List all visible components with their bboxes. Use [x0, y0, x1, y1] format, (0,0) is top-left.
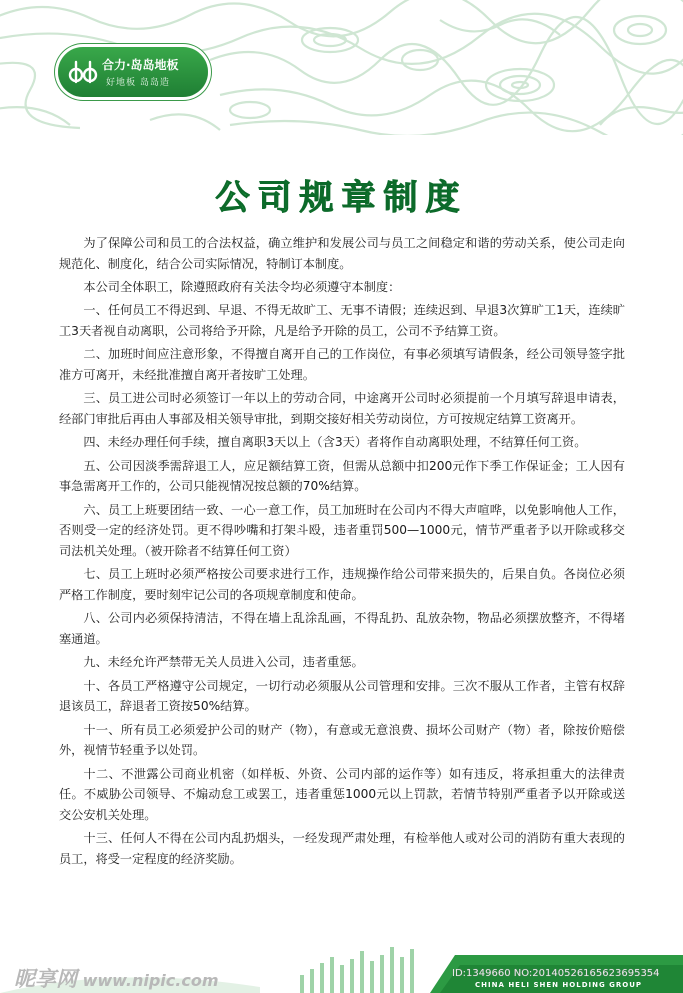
regulation-paragraph: 一、任何员工不得迟到、早退、不得无故旷工、无事不请假；连续迟到、早退3次算旷工1天，连续旷工3天者视自动离职，公司将给予开除，凡是给予开除的员工，公司不予结算工资。: [59, 303, 625, 338]
logo-brand-text: 合力·岛岛地板: [102, 58, 179, 72]
page-title: 公司规章制度: [215, 178, 468, 218]
regulation-paragraph: 十三、任何人不得在公司内乱扔烟头，一经发现严肃处理，有检举他人或对公司的消防有重大表现的员工，将受一定程度的经济奖励。: [59, 831, 625, 866]
logo-mark-icon: [68, 58, 98, 86]
regulation-paragraph: 七、员工上班时必须严格按公司要求进行工作，违规操作给公司带来损失的，后果自负。各岗位必须严格工作制度，要时刻牢记公司的各项规章制度和使命。: [59, 567, 625, 602]
regulation-paragraph: 为了保障公司和员工的合法权益，确立维护和发展公司与员工之间稳定和谐的劳动关系，使公司走向规范化、制度化，结合公司实际情况，特制订本制度。: [59, 236, 625, 271]
header-banner: [0, 0, 683, 135]
regulation-paragraph: 二、加班时间应注意形象，不得擅自离开自己的工作岗位，有事必须填写请假条，经公司领导签字批准方可离开，未经批准擅自离开者按旷工处理。: [59, 347, 625, 382]
regulation-paragraph: 三、员工进公司时必须签订一年以上的劳动合同，中途离开公司时必须提前一个月填写辞退申请表，经部门审批后再由人事部及相关领导审批，到期交接好相关劳动岗位，方可按规定结算工资离开。: [59, 391, 625, 426]
watermark-site-url: www.nipic.com: [82, 971, 219, 990]
logo-slogan: 好地板 岛岛造: [106, 78, 170, 88]
regulation-paragraph: 九、未经允许严禁带无关人员进入公司，违者重惩。: [83, 655, 364, 670]
regulation-paragraph: 六、员工上班要团结一致、一心一意工作，员工加班时在公司内不得大声喧哗，以免影响他人工作，否则受一定的经济处罚。更不得吵嘴和打架斗殴，违者重罚500—1000元，情节严重者予以开除或移交司法机关处理。（被开除者不结算任何工资）: [59, 502, 625, 558]
regulation-paragraph: 八、公司内必须保持清洁，不得在墙上乱涂乱画，不得乱扔、乱放杂物，物品必须摆放整齐，不得堵塞通道。: [59, 611, 625, 646]
regulation-paragraph: 十、各员工严格遵守公司规定，一切行动必须服从公司管理和安排。三次不服从工作者，主管有权辞退该员工，辞退者工资按50%结算。: [59, 678, 625, 714]
regulation-paragraph: 十一、所有员工必须爱护公司的财产（物），有意或无意浪费、损坏公司财产（物）者，除按价赔偿外，视情节轻重予以处罚。: [59, 722, 625, 758]
regulation-paragraph: 十二、不泄露公司商业机密（如样板、外资、公司内部的运作等）如有违反，将承担重大的法律责任。不威胁公司领导、不煽动怠工或罢工，违者重惩1000元以上罚款，若情节特别严重者予以开除或送交公安机关处理。: [59, 766, 625, 822]
watermark-image-id: ID:1349660 NO:20140526165623695354: [452, 968, 660, 979]
regulations-body: [59, 233, 625, 872]
watermark-site-cn: 昵享网: [14, 967, 77, 991]
watermark-site: [14, 963, 219, 993]
company-logo: [58, 47, 208, 97]
regulation-paragraph: 四、未经办理任何手续，擅自离职3天以上（含3天）者将作自动离职处理，不结算任何工资。: [83, 435, 587, 450]
regulation-paragraph: 本公司全体职工，除遵照政府有关法令均必须遵守本制度：: [83, 280, 401, 294]
company-name-en: CHINA HELI SHEN HOLDING GROUP: [475, 981, 643, 989]
regulation-paragraph: 五、公司因淡季需辞退工人，应足额结算工资，但需从总额中扣200元作下季工作保证金；工人因有事急需离开工作的，公司只能视情况按总额的70%结算。: [59, 458, 625, 494]
